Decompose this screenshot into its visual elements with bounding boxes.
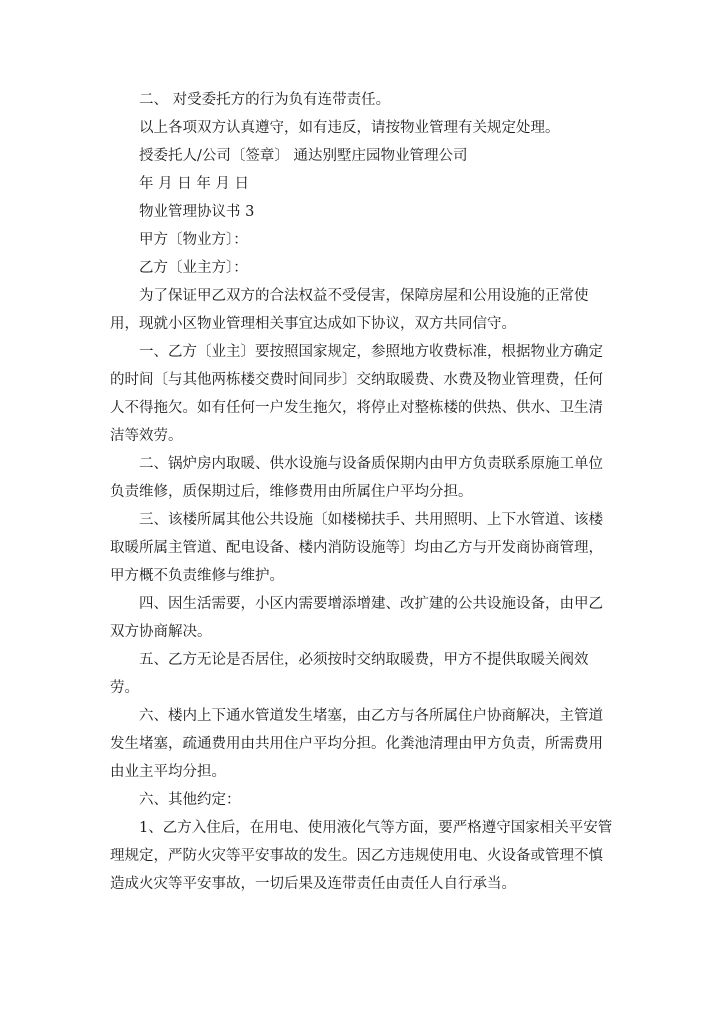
paragraph-line: 六、楼内上下通水管道发生堵塞，由乙方与各所属住户协商解决，主管道 (139, 708, 603, 724)
paragraph-clause-3 (110, 506, 615, 590)
document-body (110, 86, 615, 898)
paragraph-line: 理规定，严防火灾等平安事故的发生。因乙方违规使用电、火设备或管理不慎 (110, 848, 603, 864)
paragraph-purpose (110, 282, 615, 338)
paragraph-line: 为了保证甲乙双方的合法权益不受侵害，保障房屋和公用设施的正常使 (139, 288, 589, 304)
party-b-label: 乙方〔业主方〕： (139, 260, 248, 276)
compliance-statement: 以上各项双方认真遵守，如有违反，请按物业管理有关规定处理。 (139, 120, 560, 136)
party-a-label: 甲方〔物业方〕： (139, 232, 248, 248)
paragraph-other-terms-heading (110, 786, 615, 814)
paragraph-line: 取暖所属主管道、配电设备、楼内消防设施等〕均由乙方与开发商协商管理， (110, 540, 603, 556)
paragraph-other-term-1 (110, 814, 615, 898)
date-line: 年 月 日 年 月 日 (139, 176, 250, 192)
paragraph-line: 三、该楼所属其他公共设施〔如楼梯扶手、共用照明、上下水管道、该楼 (139, 512, 603, 528)
paragraph-line: 劳。 (110, 680, 139, 696)
paragraph-line: 负责维修，质保期过后，维修费用由所属住户平均分担。 (110, 484, 473, 500)
paragraph-clause-1 (110, 338, 615, 450)
paragraph-line: 1、乙方入住后，在用电、使用液化气等方面，要严格遵守国家相关平安管 (139, 820, 613, 836)
paragraph-line: 洁等效劳。 (110, 428, 183, 444)
paragraph-line: 用，现就小区物业管理相关事宜达成如下协议，双方共同信守。 (110, 316, 516, 332)
signature-line: 授委托人/公司〔签章〕 通达别墅庄园物业管理公司 (139, 148, 468, 164)
clause-joint-liability: 二、 对受委托方的行为负有连带责任。 (139, 92, 391, 108)
document-title: 物业管理协议书 3 (139, 204, 255, 220)
paragraph-line: 一、乙方〔业主〕要按照国家规定，参照地方收费标准，根据物业方确定 (139, 344, 603, 360)
paragraph-clause-4 (110, 590, 615, 646)
paragraph-line: 造成火灾等平安事故，一切后果及连带责任由责任人自行承当。 (110, 876, 516, 892)
paragraph-line: 四、因生活需要，小区内需要增添增建、改扩建的公共设施设备，由甲乙 (139, 596, 603, 612)
paragraph-line: 人不得拖欠。如有任何一户发生拖欠，将停止对整栋楼的供热、供水、卫生清 (110, 400, 603, 416)
paragraph-line: 由业主平均分担。 (110, 764, 226, 780)
paragraph-clause-5 (110, 646, 615, 702)
paragraph-line: 甲方概不负责维修与维护。 (110, 568, 284, 584)
paragraph-line: 五、乙方无论是否居住，必须按时交纳取暖费，甲方不提供取暖关阀效 (139, 652, 589, 668)
paragraph-clause-6 (110, 702, 615, 786)
paragraph-line: 二、锅炉房内取暖、供水设施与设备质保期内由甲方负责联系原施工单位 (139, 456, 603, 472)
paragraph-line: 双方协商解决。 (110, 624, 212, 640)
paragraph-line: 六、其他约定： (139, 792, 241, 808)
paragraph-line: 发生堵塞，疏通费用由共用住户平均分担。化粪池清理由甲方负责，所需费用 (110, 736, 603, 752)
paragraph-line: 的时间〔与其他两栋楼交费时间同步〕交纳取暖费、水费及物业管理费，任何 (110, 372, 603, 388)
paragraph-clause-2 (110, 450, 615, 506)
